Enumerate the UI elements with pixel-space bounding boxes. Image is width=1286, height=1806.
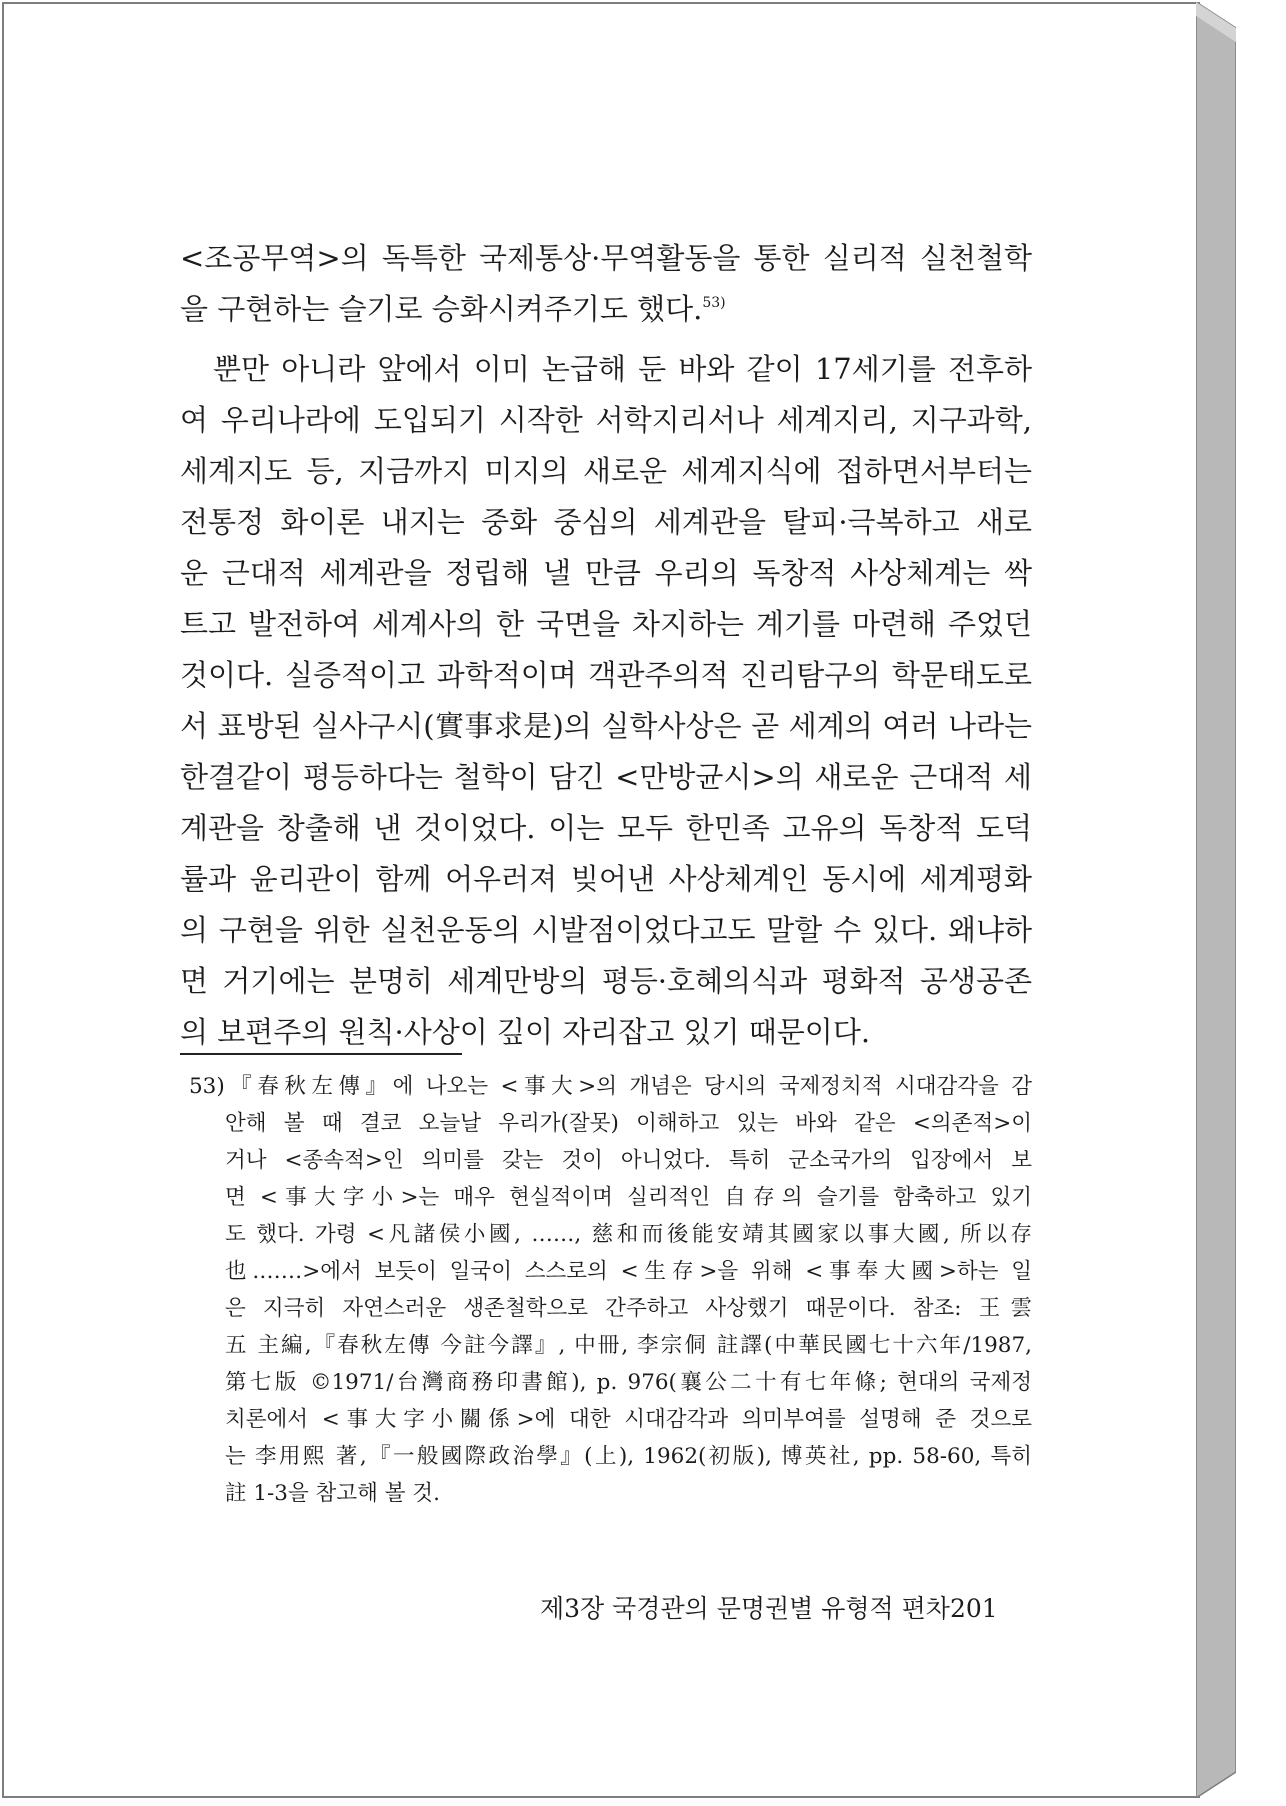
body-line: 트고 발전하여 세계사의 한 국면을 차지하는 계기를 마련해 주었던 bbox=[180, 607, 1032, 641]
body-line: 률과 윤리관이 함께 어우러져 빚어낸 사상체계인 동시에 세계평화 bbox=[180, 862, 1032, 896]
body-line: 면 거기에는 분명히 세계만방의 평등·호혜의식과 평화적 공생공존 bbox=[180, 964, 1032, 998]
footnote-separator bbox=[180, 1053, 462, 1055]
body-line: 여 우리나라에 도입되기 시작한 서학지리서나 세계지리, 지구과학, bbox=[180, 403, 1032, 437]
body-line: 서 표방된 실사구시(實事求是)의 실학사상은 곧 세계의 여러 나라는 bbox=[180, 709, 1032, 743]
page-number: 201 bbox=[949, 1594, 998, 1623]
body-line: 계관을 창출해 낸 것이었다. 이는 모두 한민족 고유의 독창적 도덕 bbox=[180, 811, 1032, 845]
body-line: 의 구현을 위한 실천운동의 시발점이었다고도 말할 수 있다. 왜냐하 bbox=[180, 913, 1032, 947]
footnote-line: 第七版 ©1971/台灣商務印書館), p. 976(襄公二十有七年條; 현대의 국제정 bbox=[225, 1370, 1032, 1395]
chapter-title: 제3장 국경관의 문명권별 유형적 편차 bbox=[540, 1594, 950, 1623]
body-line bbox=[180, 284, 1032, 335]
footnote-line: 註 1-3을 참고해 볼 것. bbox=[225, 1481, 440, 1506]
footnote-line: 치론에서 <事大字小關係>에 대한 시대감각과 의미부여를 설명해 준 것으로 bbox=[225, 1407, 1032, 1432]
body-line: 것이다. 실증적이고 과학적이며 객관주의적 진리탐구의 학문태도로 bbox=[180, 658, 1032, 692]
footnote-line: 는 李用熙 著,『一般國際政治學』(上), 1962(初版), 博英社, pp. 58-60, 특히 bbox=[225, 1444, 1032, 1469]
footnote-line: 안해 볼 때 결코 오늘날 우리가(잘못) 이해하고 있는 바와 같은 <의존적>이 bbox=[225, 1111, 1032, 1136]
page-edge bbox=[1196, 2, 1236, 1798]
body-line: 세계지도 등, 지금까지 미지의 새로운 세계지식에 접하면서부터는 bbox=[180, 454, 1032, 488]
footnote-line: 五 主編,『春秋左傳 今註今譯』, 中冊, 李宗侗 註譯(中華民國七十六年/1987, bbox=[225, 1333, 1032, 1358]
footnote-reference[interactable]: 53) bbox=[702, 295, 726, 311]
footnote-line: 면 <事大字小>는 매우 현실적이며 실리적인 自存의 슬기를 함축하고 있기 bbox=[225, 1185, 1032, 1210]
footnote-line: 也.……>에서 보듯이 일국이 스스로의 <生存>을 위해 <事奉大國>하는 일 bbox=[225, 1259, 1032, 1284]
footnote bbox=[180, 1068, 1032, 1512]
footnote-line: 도 했다. 가령 <凡諸侯小國, ……, 慈和而後能安靖其國家以事大國, 所以存 bbox=[225, 1222, 1032, 1247]
body-line: <조공무역>의 독특한 국제통상·무역활동을 통한 실리적 실천철학 bbox=[180, 241, 1032, 275]
main-paragraph bbox=[180, 233, 1032, 1058]
body-line: 운 근대적 세계관을 정립해 낼 만큼 우리의 독창적 사상체계는 싹 bbox=[180, 556, 1032, 590]
footnote-line: 은 지극히 자연스러운 생존철학으로 간주하고 사상했기 때문이다. 참조: 王雲 bbox=[225, 1296, 1032, 1321]
running-footer bbox=[540, 1589, 998, 1629]
body-line: 의 보편주의 원칙·사상이 깊이 자리잡고 있기 때문이다. bbox=[180, 1015, 871, 1049]
body-line: 전통정 화이론 내지는 중화 중심의 세계관을 탈피·극복하고 새로 bbox=[180, 505, 1032, 539]
footnote-line: 53)『春秋左傳』에 나오는 <事大>의 개념은 당시의 국제정치적 시대감각을 감 bbox=[189, 1074, 1032, 1099]
body-line: 뿐만 아니라 앞에서 이미 논급해 둔 바와 같이 17세기를 전후하 bbox=[213, 352, 1032, 386]
footnote-line: 거나 <종속적>인 의미를 갖는 것이 아니었다. 특히 군소국가의 입장에서 보 bbox=[225, 1148, 1032, 1173]
body-line: 한결같이 평등하다는 철학이 담긴 <만방균시>의 새로운 근대적 세 bbox=[180, 760, 1032, 794]
body-line-text: 을 구현하는 슬기로 승화시켜주기도 했다. bbox=[180, 292, 703, 326]
